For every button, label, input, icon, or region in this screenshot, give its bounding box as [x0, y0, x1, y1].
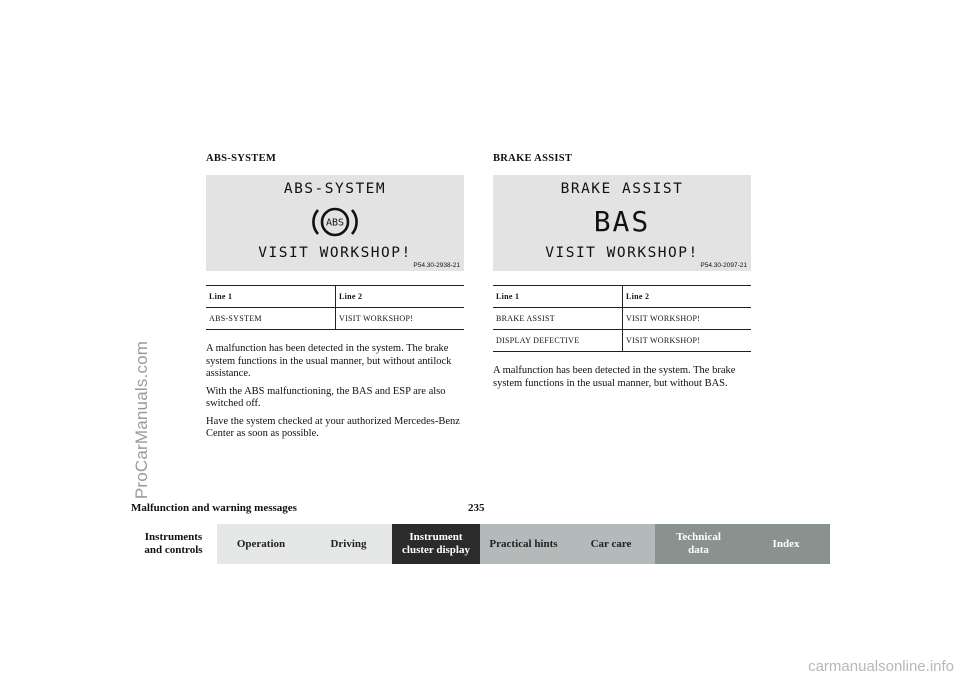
- column-header-line2: Line 2: [336, 286, 465, 308]
- paragraph: A malfunction has been detected in the system. The brake system functions in the usual manner, but without BAS.: [493, 365, 736, 389]
- tab-operation[interactable]: [217, 524, 305, 564]
- tab-label: Car care: [590, 537, 632, 550]
- table-cell: VISIT WORKSHOP!: [336, 308, 465, 330]
- tab-car-care[interactable]: [567, 524, 655, 564]
- tab-label: Instrument cluster display: [402, 531, 470, 556]
- tab-index[interactable]: [742, 524, 830, 564]
- tab-label: Instruments and controls: [144, 531, 203, 556]
- table-row: [206, 308, 464, 330]
- tab-label: Driving: [330, 537, 367, 550]
- section-heading-brake-assist: BRAKE ASSIST: [493, 153, 573, 164]
- footer-section-title: Malfunction and warning messages: [131, 502, 297, 514]
- table-row: [493, 330, 751, 352]
- abs-warning-icon: [309, 204, 361, 240]
- display-brake-assist: [493, 175, 751, 271]
- paragraph: A malfunction has been detected in the system. The brake system functions in the usual manner, but without antilock assistance.: [206, 343, 452, 379]
- chapter-nav-tabs: [130, 524, 830, 564]
- tab-instruments-and-controls[interactable]: [130, 524, 217, 564]
- tab-label: Technical data: [676, 531, 721, 556]
- paragraph: Have the system checked at your authorized Mercedes-Benz Center as soon as possible.: [206, 415, 460, 439]
- section-heading-abs: ABS-SYSTEM: [206, 153, 277, 164]
- side-watermark: ProCarManuals.com: [132, 340, 151, 500]
- page-number: 235: [468, 502, 485, 514]
- figure-code: P54.30-2097-21: [700, 262, 747, 269]
- tab-label: Index: [772, 537, 800, 550]
- table-header-row: [206, 286, 464, 308]
- table-cell: VISIT WORKSHOP!: [623, 330, 752, 352]
- table-cell: BRAKE ASSIST: [493, 308, 623, 330]
- column-header-line2: Line 2: [623, 286, 752, 308]
- table-cell: DISPLAY DEFECTIVE: [493, 330, 623, 352]
- tab-label: Practical hints: [489, 537, 558, 550]
- tab-label: Operation: [236, 537, 286, 550]
- brake-assist-section: [493, 153, 751, 390]
- table-header-row: [493, 286, 751, 308]
- table-cell: VISIT WORKSHOP!: [623, 308, 752, 330]
- table-row: [493, 308, 751, 330]
- abs-system-section: [206, 153, 464, 441]
- abs-symbol-text: ABS: [325, 217, 345, 229]
- column-header-line1: Line 1: [493, 286, 623, 308]
- display-line-1: ABS-SYSTEM: [283, 181, 387, 197]
- display-line-1: BRAKE ASSIST: [560, 181, 684, 197]
- display-line-2: VISIT WORKSHOP!: [258, 245, 412, 261]
- bottom-watermark: carmanualsonline.info: [808, 658, 954, 675]
- message-table-brake-assist: [493, 285, 751, 352]
- column-header-line1: Line 1: [206, 286, 336, 308]
- display-bas-symbol: BAS: [593, 205, 651, 238]
- table-cell: ABS-SYSTEM: [206, 308, 336, 330]
- tab-technical-data[interactable]: [655, 524, 742, 564]
- tab-practical-hints[interactable]: [480, 524, 567, 564]
- figure-code: P54.30-2938-21: [413, 262, 460, 269]
- display-abs-system: [206, 175, 464, 271]
- display-line-2: VISIT WORKSHOP!: [545, 245, 699, 261]
- tab-driving[interactable]: [305, 524, 392, 564]
- message-table-abs: [206, 285, 464, 330]
- paragraph: With the ABS malfunctioning, the BAS and ESP are also switched off.: [206, 385, 446, 409]
- tab-instrument-cluster-display[interactable]: [392, 524, 480, 564]
